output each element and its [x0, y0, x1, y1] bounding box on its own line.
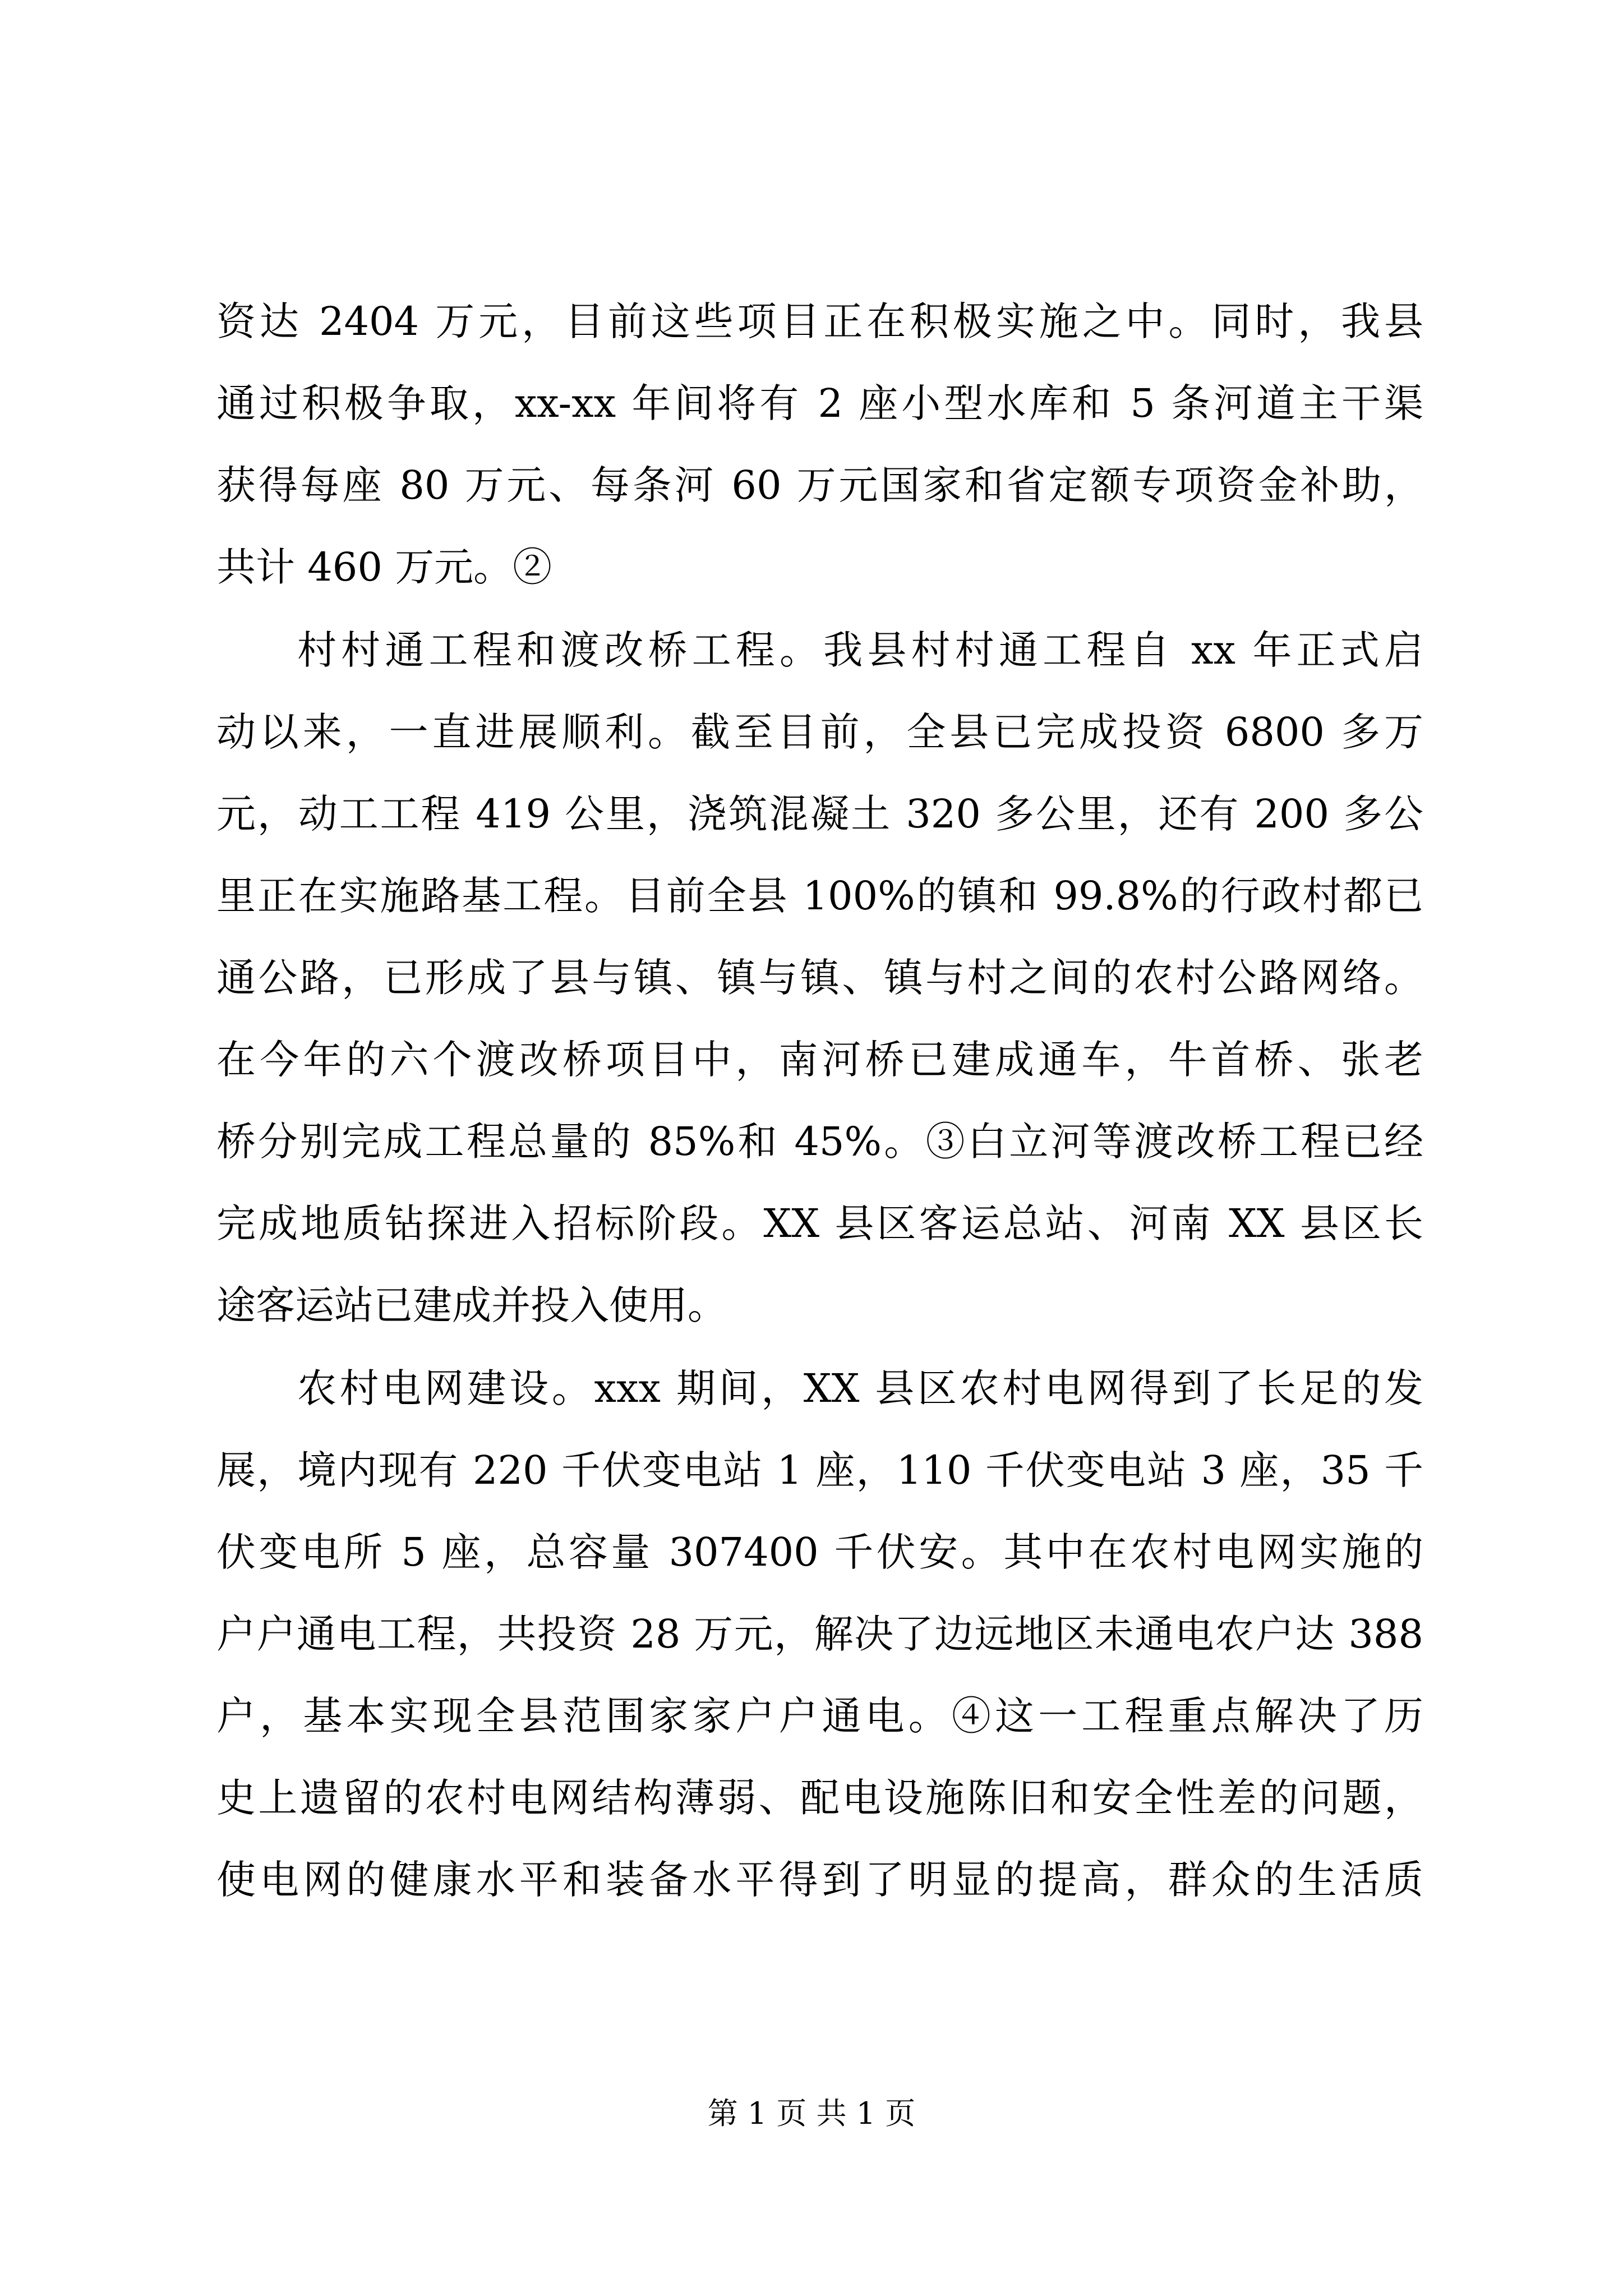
text-line: 展，境内现有 220 千伏变电站 1 座，110 千伏变电站 3 座，35 千 — [216, 1447, 1423, 1493]
text-line: 伏变电所 5 座，总容量 307400 千伏安。其中在农村电网实施的 — [216, 1529, 1423, 1575]
text-line: 户户通电工程，共投资 28 万元，解决了边远地区未通电农户达 388 — [216, 1611, 1423, 1657]
text-line: 桥分别完成工程总量的 85%和 45%。③白立河等渡改桥工程已经 — [216, 1119, 1423, 1165]
text-line: 户，基本实现全县范围家家户户通电。④这一工程重点解决了历 — [216, 1693, 1423, 1739]
text-line: 获得每座 80 万元、每条河 60 万元国家和省定额专项资金补助， — [216, 462, 1423, 508]
text-line: 在今年的六个渡改桥项目中，南河桥已建成通车，牛首桥、张老 — [216, 1037, 1423, 1083]
text-line: 里正在实施路基工程。目前全县 100%的镇和 99.8%的行政村都已 — [216, 873, 1423, 919]
text-line: 通公路，已形成了县与镇、镇与镇、镇与村之间的农村公路网络。 — [216, 955, 1423, 1001]
text-line: 途客运站已建成并投入使用。 — [216, 1282, 727, 1328]
text-line: 通过积极争取，xx-xx 年间将有 2 座小型水库和 5 条河道主干渠 — [216, 380, 1423, 426]
text-line: 使电网的健康水平和装备水平得到了明显的提高，群众的生活质 — [216, 1857, 1423, 1903]
page-number-label: 第 1 页 共 1 页 — [707, 2096, 916, 2131]
text-line: 资达 2404 万元，目前这些项目正在积极实施之中。同时，我县 — [216, 298, 1423, 344]
page-footer — [0, 2094, 1623, 2133]
text-line: 动以来，一直进展顺利。截至目前，全县已完成投资 6800 多万 — [216, 709, 1423, 755]
text-line: 农村电网建设。xxx 期间，XX 县区农村电网得到了长足的发 — [297, 1365, 1423, 1411]
text-line: 史上遗留的农村电网结构薄弱、配电设施陈旧和安全性差的问题， — [216, 1775, 1423, 1821]
text-line: 共计 460 万元。② — [216, 544, 552, 590]
text-line: 村村通工程和渡改桥工程。我县村村通工程自 xx 年正式启 — [297, 627, 1423, 673]
text-line: 完成地质钻探进入招标阶段。XX 县区客运总站、河南 XX 县区长 — [216, 1200, 1423, 1246]
text-line: 元，动工工程 419 公里，浇筑混凝土 320 多公里，还有 200 多公 — [216, 791, 1423, 837]
